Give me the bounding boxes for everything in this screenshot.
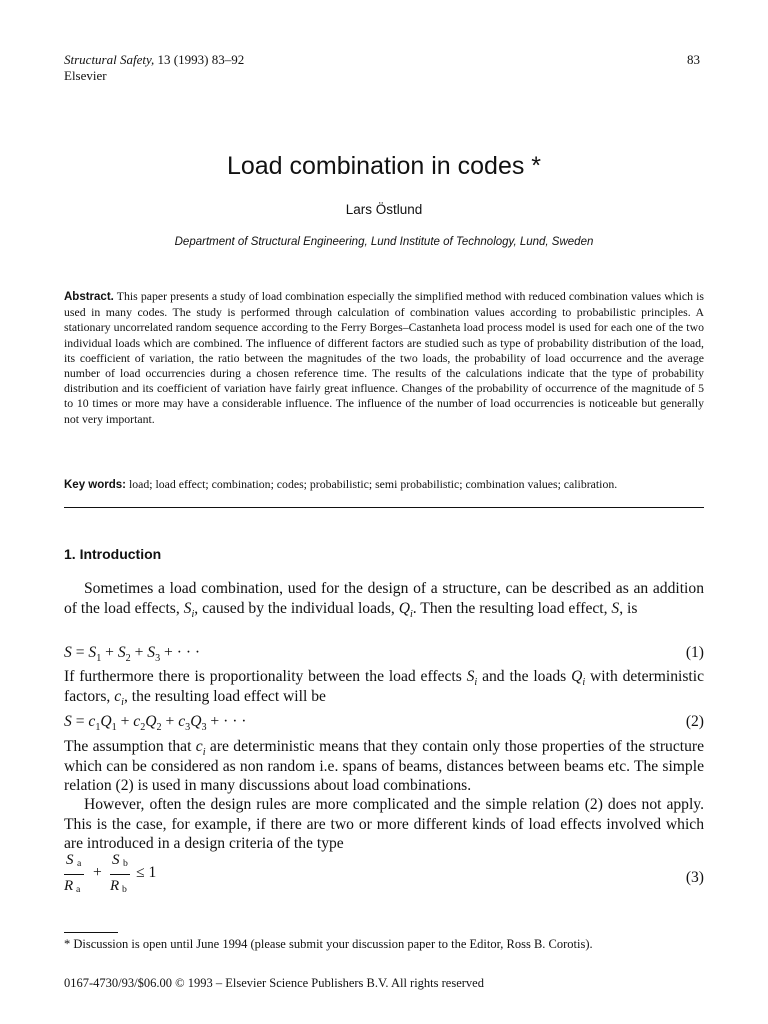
keywords-text: load; load effect; combination; codes; probabilistic; semi probabilistic; combination values; calibration. xyxy=(128,477,618,491)
equation-2-number: (2) xyxy=(685,713,704,730)
paragraph-1: Sometimes a load combination, used for the design of a structure, can be described as an addition of the load effects, $S_i$, caused by the individual loads, $Q_i$. Then the resulting load effect, S, is xyxy=(64,580,704,620)
abstract-label: Abstract. xyxy=(64,291,114,303)
footnote: * Discussion is open until June 1994 (please submit your discussion paper to the Editor, Ross B. Corotis). xyxy=(64,937,593,951)
equation-1-number: (1) xyxy=(685,644,704,661)
keywords xyxy=(64,476,704,493)
copyright-line: 0167-4730/93/$06.00 © 1993 – Elsevier Science Publishers B.V. All rights reserved xyxy=(64,976,484,990)
article-title: Load combination in codes * xyxy=(226,152,542,180)
abstract xyxy=(64,289,704,427)
header-divider xyxy=(64,507,704,508)
journal-name: Structural Safety, xyxy=(64,52,155,67)
affiliation: Department of Structural Engineering, Lund Institute of Technology, Lund, Sweden xyxy=(174,236,594,248)
abstract-text: This paper presents a study of load combination especially the simplified method with reduced combination values which is used in many codes. The study is performed through calculation of combination values according to probabilistic principles. A stationary uncorrelated random sequence according to the Ferry Borges–Castanheta load process model is used for each one of the two individual loads which are combined. The influence of different factors are studied such as type of probability distribution of the load, its coefficient of variation, the ratio between the magnitudes of the two loads, the probability of load occurrence and the average number of load occurrencies during a chosen reference time. The results of the calculations indicate that the type of probability distribution and its coefficient of variation have fairly great influence. Changes of the probability of occurrence of the magnitude of 5 to 10 times or more may have a considerable influence. The influence of the number of load occurrencies is noticeable but generally not very important. xyxy=(64,289,704,426)
equation-1: $S = S_1 + S_2 + S_3$ + · · · (1) xyxy=(64,644,704,665)
keywords-label: Key words: xyxy=(64,479,126,491)
paragraph-3: The assumption that $c_i$ are deterministic means that they contain only those properties of the structure which can be considered as non random i.e. spans of beams, distances between beams etc. The simple relation (2) is used in many discussions about load combinations. xyxy=(64,738,704,795)
page-number: 83 xyxy=(687,52,700,67)
journal-ref: 13 (1993) 83–92 xyxy=(157,52,245,67)
paragraph-4: However, often the design rules are more complicated and the simple relation (2) does not apply. This is the case, for example, if there are two or more different kinds of load effects involved which are introduced in a design criteria of the type xyxy=(64,796,704,853)
equation-3: S a R a + S b R b ≤ 1 (3) xyxy=(64,852,704,895)
footnote-rule xyxy=(64,932,118,933)
paragraph-2: If furthermore there is proportionality between the load effects $S_i$ and the loads $Q_i$ with deterministic factors, $c_i$, the resulting load effect will be xyxy=(64,668,704,708)
section-heading: 1. Introduction xyxy=(64,546,162,562)
journal-citation xyxy=(64,52,244,84)
equation-3-number: (3) xyxy=(685,869,704,886)
author-name: Lars Östlund xyxy=(345,202,423,217)
publisher: Elsevier xyxy=(64,68,107,83)
equation-2: $S = c_1Q_1 + c_2Q_2 + c_3Q_3$ + · · · (2) xyxy=(64,713,704,734)
